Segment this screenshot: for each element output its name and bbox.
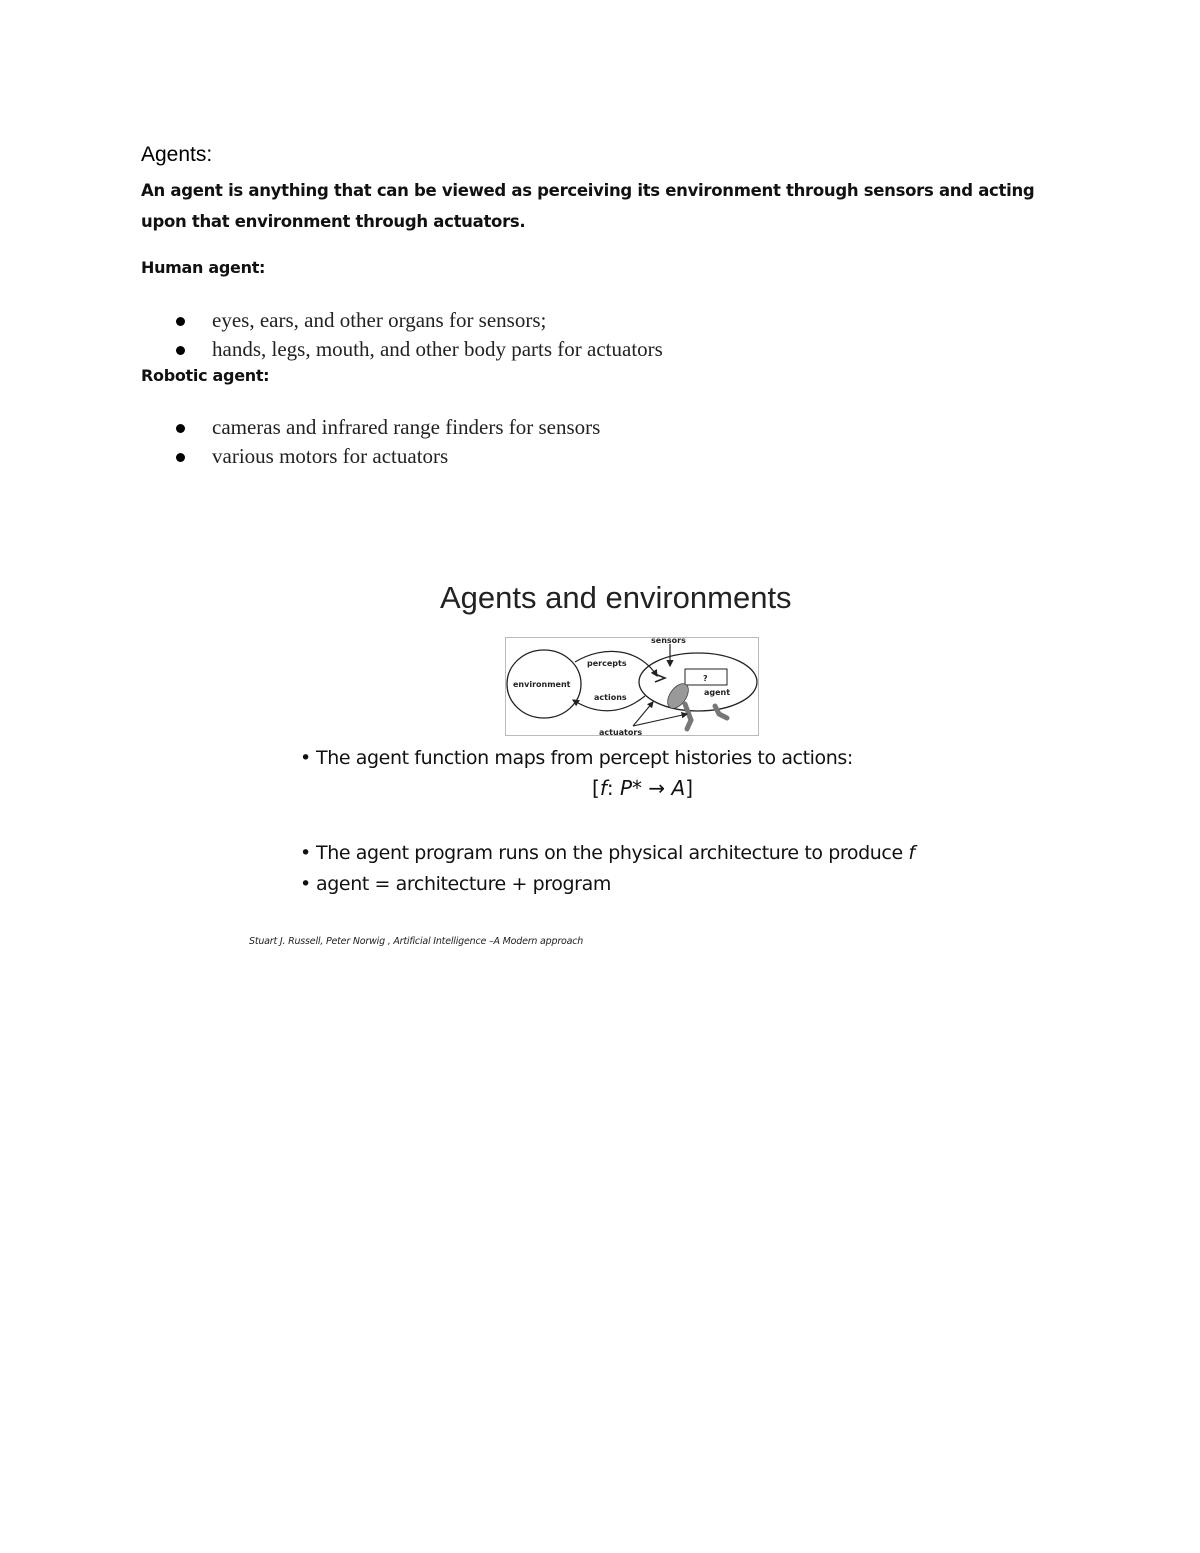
list-item: cameras and infrared range finders for sensors xyxy=(172,413,600,442)
list-item: eyes, ears, and other organs for sensors; xyxy=(172,306,663,335)
agent-environment-diagram xyxy=(505,634,759,736)
bullet-icon xyxy=(176,346,185,355)
agent-label: agent xyxy=(704,688,731,697)
environment-label: environment xyxy=(513,680,571,689)
actions-label: actions xyxy=(594,693,627,702)
bullet-icon xyxy=(176,424,185,433)
question-label: ? xyxy=(703,674,708,683)
robotic-agent-heading: Robotic agent: xyxy=(141,366,270,385)
list-item: • The agent program runs on the physical architecture to produce f xyxy=(300,838,915,869)
list-item: • The agent function maps from percept histories to actions: xyxy=(300,743,853,774)
slide-bullet-list-2 xyxy=(300,838,915,900)
agent-definition: An agent is anything that can be viewed as perceiving its environment through sensors and acting upon that environment through actuators. xyxy=(141,181,1035,231)
slide-bullet-list-1 xyxy=(300,743,853,774)
human-agent-heading: Human agent: xyxy=(141,258,266,277)
list-item: hands, legs, mouth, and other body parts for actuators xyxy=(172,335,663,364)
slide-title: Agents and environments xyxy=(440,580,792,615)
section-heading: Agents: xyxy=(141,143,213,166)
human-agent-list xyxy=(172,306,663,364)
actuators-label: actuators xyxy=(599,728,643,736)
agent-function-formula: [f: P* → A] xyxy=(592,776,694,800)
list-item: • agent = architecture + program xyxy=(300,869,915,900)
percepts-label: percepts xyxy=(587,659,627,668)
bullet-icon xyxy=(176,453,185,462)
sensor-eye-icon xyxy=(655,674,665,682)
list-item: various motors for actuators xyxy=(172,442,600,471)
robotic-agent-list xyxy=(172,413,600,471)
sensors-label: sensors xyxy=(651,636,686,645)
citation: Stuart J. Russell, Peter Norwig , Artificial Intelligence –A Modern approach xyxy=(249,936,584,947)
bullet-icon xyxy=(176,317,185,326)
actuator-leg-icon xyxy=(685,704,691,729)
